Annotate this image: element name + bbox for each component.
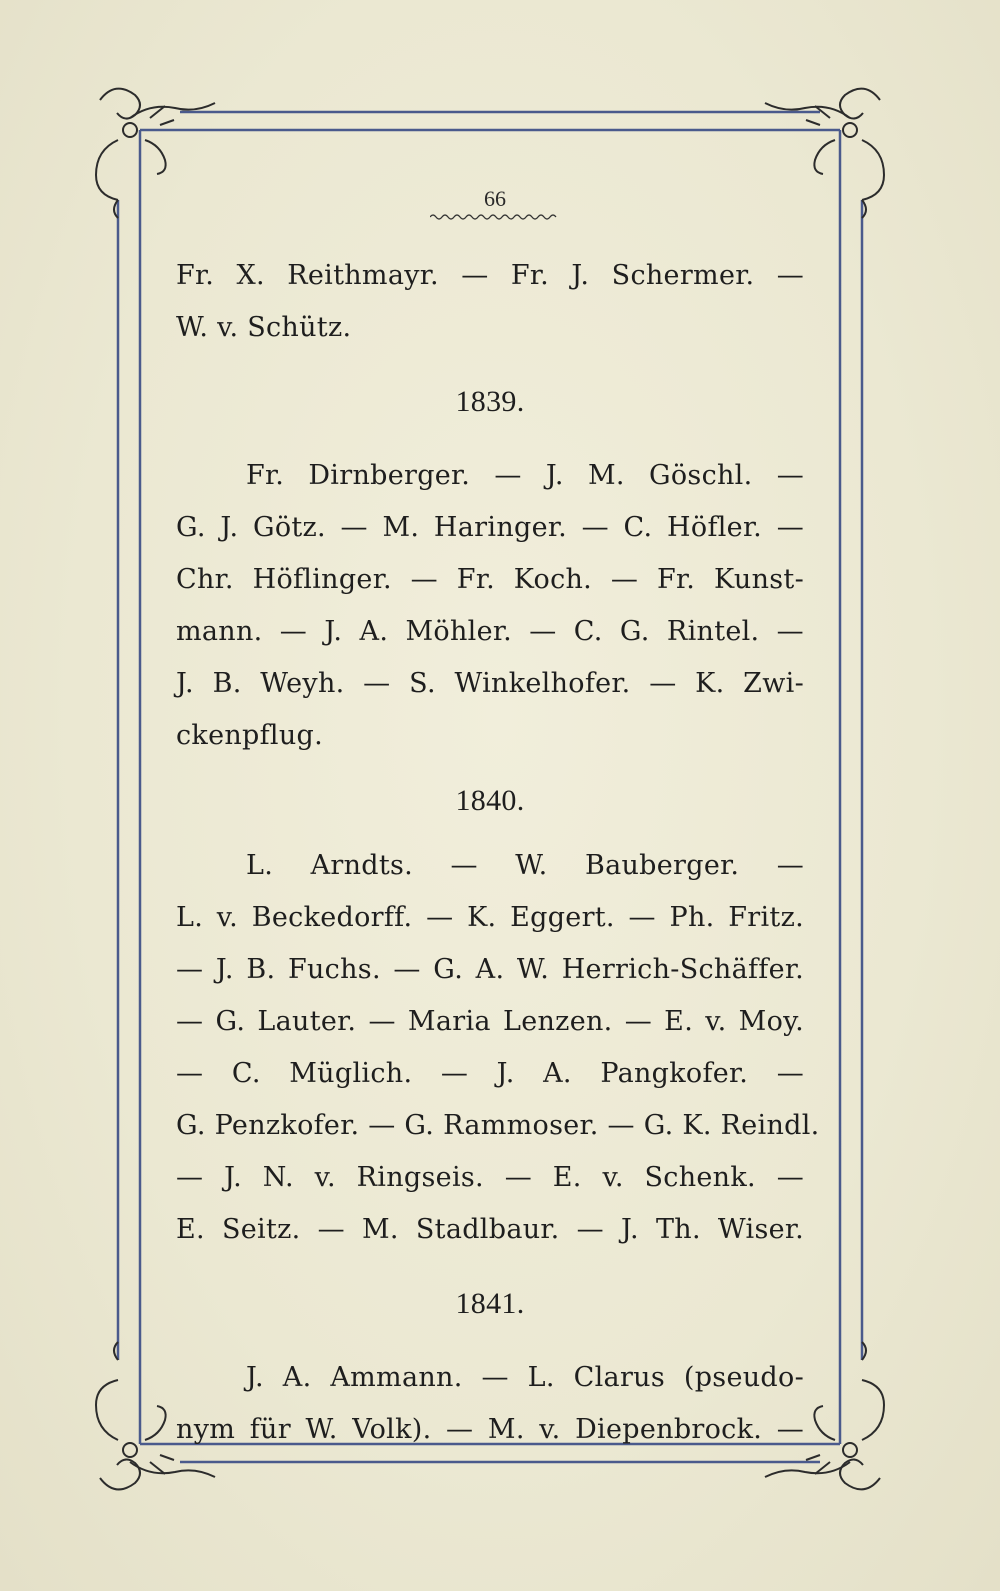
year-heading-1840: 1840. bbox=[455, 784, 525, 817]
year-heading-1841: 1841. bbox=[455, 1287, 525, 1320]
text-line: — J. B. Fuchs. — G. A. W. Herrich-Schäffer. bbox=[176, 954, 804, 985]
text-line: mann. — J. A. Möhler. — C. G. Rintel. — bbox=[176, 616, 804, 647]
intro-block bbox=[176, 250, 804, 354]
text-line: — C. Müglich. — J. A. Pangkofer. — bbox=[176, 1058, 804, 1089]
text-line: nym für W. Volk). — M. v. Diepenbrock. — bbox=[176, 1414, 804, 1445]
text-line: — G. Lauter. — Maria Lenzen. — E. v. Moy. bbox=[176, 1006, 804, 1037]
text-line: — J. N. v. Ringseis. — E. v. Schenk. — bbox=[176, 1162, 804, 1193]
text-line: Fr. X. Reithmayr. — Fr. J. Schermer. — bbox=[176, 260, 804, 291]
page-number-underline bbox=[430, 212, 560, 222]
corner-ornament-top-left bbox=[96, 89, 215, 218]
text-line: Chr. Höflinger. — Fr. Koch. — Fr. Kunst- bbox=[176, 564, 804, 595]
corner-ornament-top-right bbox=[765, 89, 884, 218]
text-line: W. v. Schütz. bbox=[176, 312, 352, 343]
text-body bbox=[176, 250, 820, 1456]
text-line: J. B. Weyh. — S. Winkelhofer. — K. Zwi- bbox=[176, 668, 804, 699]
text-line: L. Arndts. — W. Bauberger. — bbox=[246, 850, 804, 881]
names-1839 bbox=[176, 450, 804, 762]
text-line: Fr. Dirnberger. — J. M. Göschl. — bbox=[246, 460, 804, 491]
text-line: E. Seitz. — M. Stadlbaur. — J. Th. Wiser. bbox=[176, 1214, 804, 1245]
page-number: 66 bbox=[484, 186, 506, 211]
names-1841 bbox=[176, 1352, 804, 1456]
text-line: J. A. Ammann. — L. Clarus (pseudo- bbox=[246, 1362, 804, 1393]
text-line: ckenpflug. bbox=[176, 720, 324, 751]
text-line: G. Penzkofer. — G. Rammoser. — G. K. Reindl. bbox=[176, 1110, 820, 1141]
names-1840 bbox=[176, 840, 820, 1256]
year-heading-1839: 1839. bbox=[455, 385, 525, 418]
text-line: G. J. Götz. — M. Haringer. — C. Höfler. — bbox=[176, 512, 804, 543]
text-line: L. v. Beckedorff. — K. Eggert. — Ph. Fritz. bbox=[176, 902, 804, 933]
